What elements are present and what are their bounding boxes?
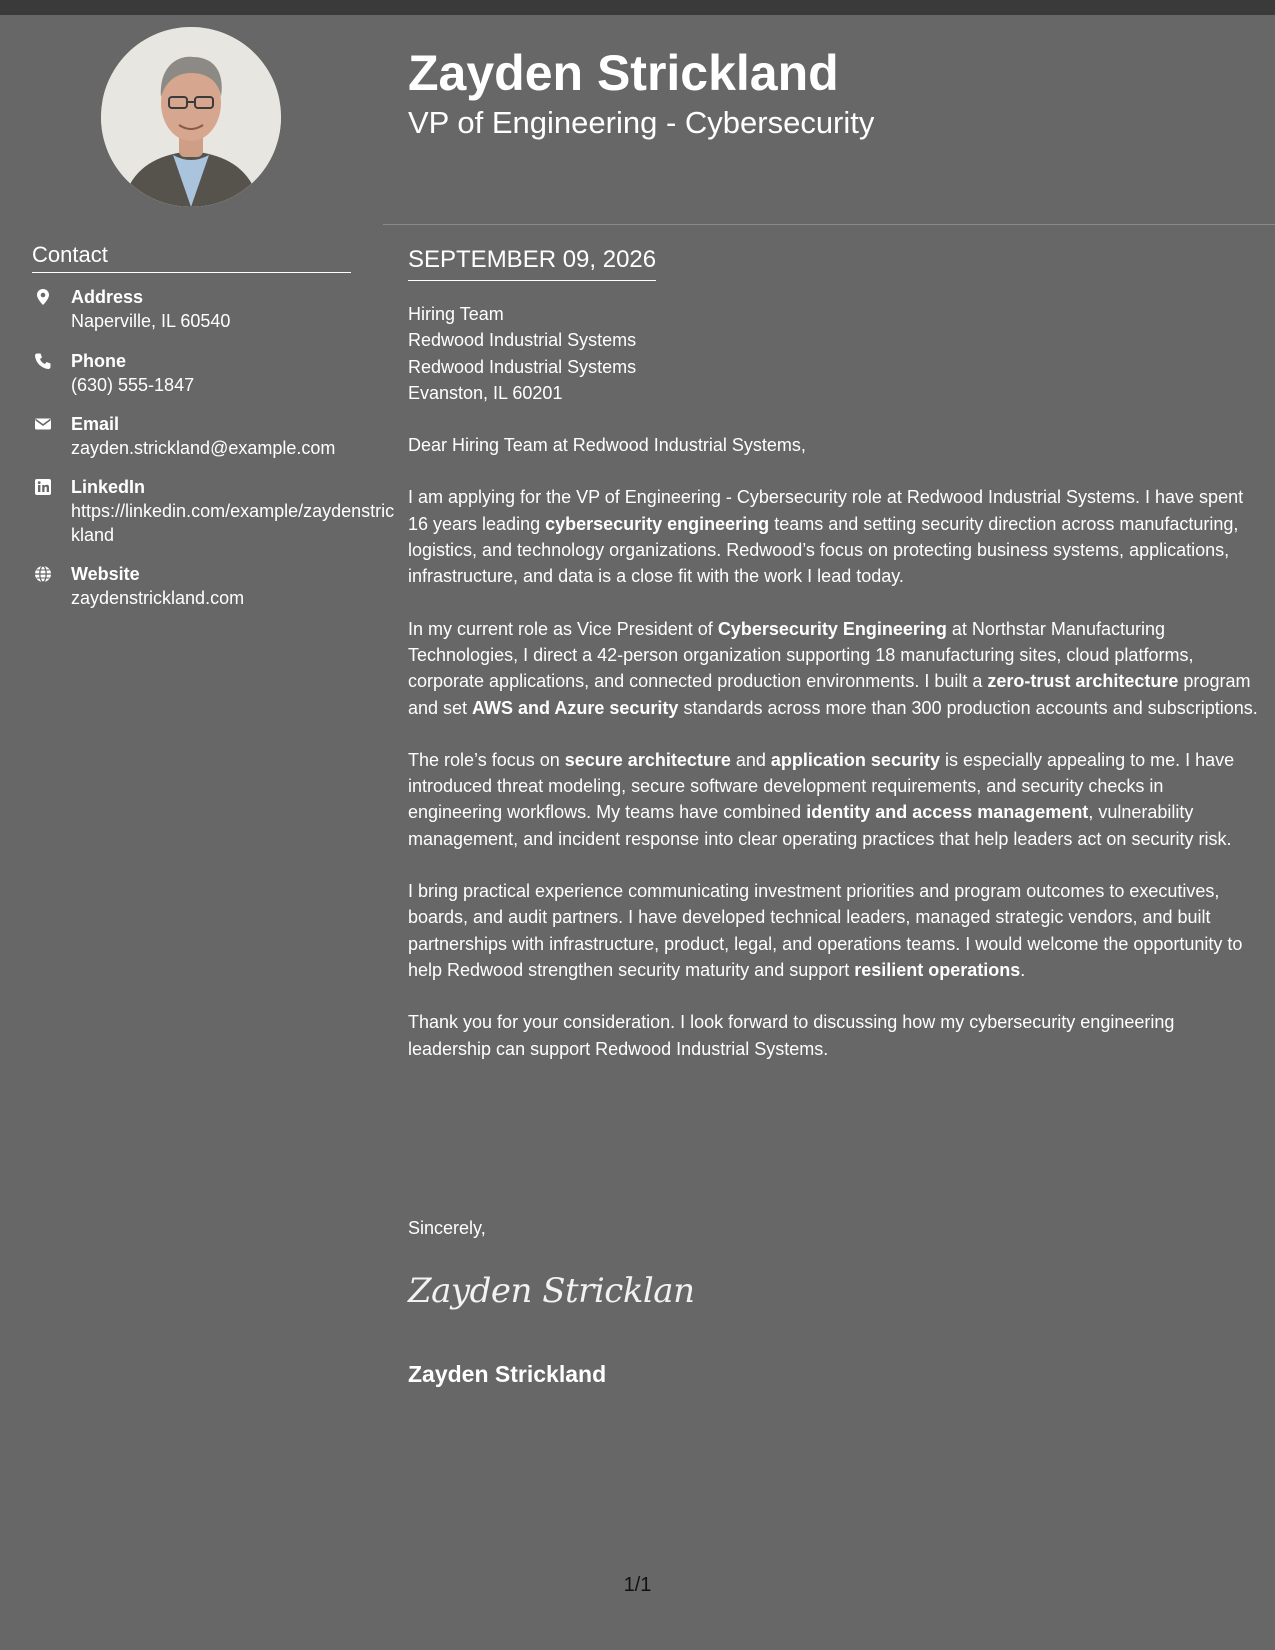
sidebar: [0, 15, 395, 1650]
text-run: and: [730, 749, 771, 770]
applicant-title: VP of Engineering - Cybersecurity: [408, 105, 875, 140]
contact-item-email: [32, 412, 401, 460]
linkedin-icon: [34, 478, 52, 496]
text-run: , vulnerability management, and incident response into clear operating practices that help leaders act on security risk.: [408, 802, 1232, 849]
text-run: standards across more than 300 production accounts and subscriptions.: [678, 697, 1258, 718]
linkedin-value[interactable]: https://linkedin.com/example/zaydenstrickland: [71, 501, 395, 545]
bold-run: secure architecture: [564, 749, 731, 770]
recipient-line: Evanston, IL 60201: [408, 382, 563, 403]
contact-item-website: [32, 562, 401, 610]
website-label: Website: [71, 564, 140, 584]
bold-run: AWS and Azure security: [472, 697, 679, 718]
salutation: Dear Hiring Team at Redwood Industrial Systems,: [408, 435, 806, 456]
phone-label: Phone: [71, 351, 127, 371]
paragraph-2: [408, 616, 1258, 721]
paragraph-5: Thank you for your consideration. I look forward to discussing how my cybersecurity engineering leadership can support Redwood Industrial Systems.: [408, 1012, 1175, 1059]
address-value: Naperville, IL 60540: [71, 311, 231, 331]
address-label: Address: [71, 287, 144, 307]
text-run: .: [1020, 959, 1026, 980]
text-run: program and set: [408, 671, 1251, 718]
text-run: In my current role as Vice President of: [408, 618, 718, 639]
linkedin-label: LinkedIn: [71, 477, 146, 497]
closing: Sincerely,: [408, 1218, 486, 1238]
header-divider: [383, 224, 1275, 225]
contact-section-title: Contact: [32, 241, 351, 273]
applicant-name: Zayden Strickland: [408, 45, 839, 101]
map-pin-icon: [34, 288, 52, 306]
top-bar: [0, 0, 1275, 15]
paragraph-3: [408, 747, 1258, 852]
bold-run: identity and access management: [806, 802, 1089, 823]
page-number: 1/1: [623, 1574, 652, 1596]
letter-body: [408, 301, 1258, 1088]
text-run: I am applying for the VP of Engineering - Cybersecurity role at Redwood Industrial Systems. I have spent 16 years leading: [408, 487, 1244, 534]
recipient-line: Redwood Industrial Systems: [408, 330, 637, 351]
paragraph-4: [408, 878, 1258, 983]
cover-letter-page: [0, 15, 1275, 1650]
phone-value: (630) 555-1847: [71, 375, 195, 395]
bold-run: application security: [770, 749, 940, 770]
website-value[interactable]: zaydenstrickland.com: [71, 588, 245, 608]
recipient-line: Redwood Industrial Systems: [408, 356, 637, 377]
bold-run: resilient operations: [854, 959, 1021, 980]
bold-run: zero-trust architecture: [987, 671, 1179, 692]
globe-icon: [34, 565, 52, 583]
contact-item-phone: [32, 349, 401, 397]
recipient-line: Hiring Team: [408, 304, 504, 324]
phone-icon: [34, 352, 52, 370]
text-run: is especially appealing to me. I have introduced threat modeling, secure software development requirements, and security checks in engineering workflows. My teams have combined: [408, 749, 1235, 823]
contact-item-linkedin: [32, 475, 401, 547]
text-run: teams and setting security direction across manufacturing, logistics, and technology organizations. Redwood’s focus on protecting business systems, applications, infrastructure, and data is a close fit with the work I lead today.: [408, 513, 1239, 587]
paragraph-1: [408, 484, 1258, 589]
letter-date: SEPTEMBER 09, 2026: [408, 245, 656, 281]
email-value[interactable]: zayden.strickland@example.com: [71, 438, 336, 458]
envelope-icon: [34, 415, 52, 433]
profile-photo: [101, 27, 281, 207]
bold-run: Cybersecurity Engineering: [717, 618, 947, 639]
text-run: I bring practical experience communicating investment priorities and program outcomes to executives, boards, and audit partners. I have developed technical leaders, managed strategic vendors, and built partnerships with infrastructure, product, legal, and operations teams. I would welcome the opportunity to help Redwood strengthen security maturity and support: [408, 881, 1243, 980]
text-run: The role’s focus on: [408, 749, 565, 770]
signature-name: Zayden Strickland: [408, 1361, 607, 1387]
portrait-photo: [101, 27, 281, 207]
email-label: Email: [71, 414, 120, 434]
contact-item-address: [32, 285, 401, 333]
recipient-block: [408, 301, 1258, 406]
bold-run: cybersecurity engineering: [545, 513, 770, 534]
text-run: at Northstar Manufacturing Technologies, I direct a 42-person organization supporting 18 manufacturing sites, cloud platforms, corporate applications, and connected production environments. I built a: [408, 618, 1194, 692]
handwritten-signature: Zayden Stricklan: [408, 1271, 695, 1311]
